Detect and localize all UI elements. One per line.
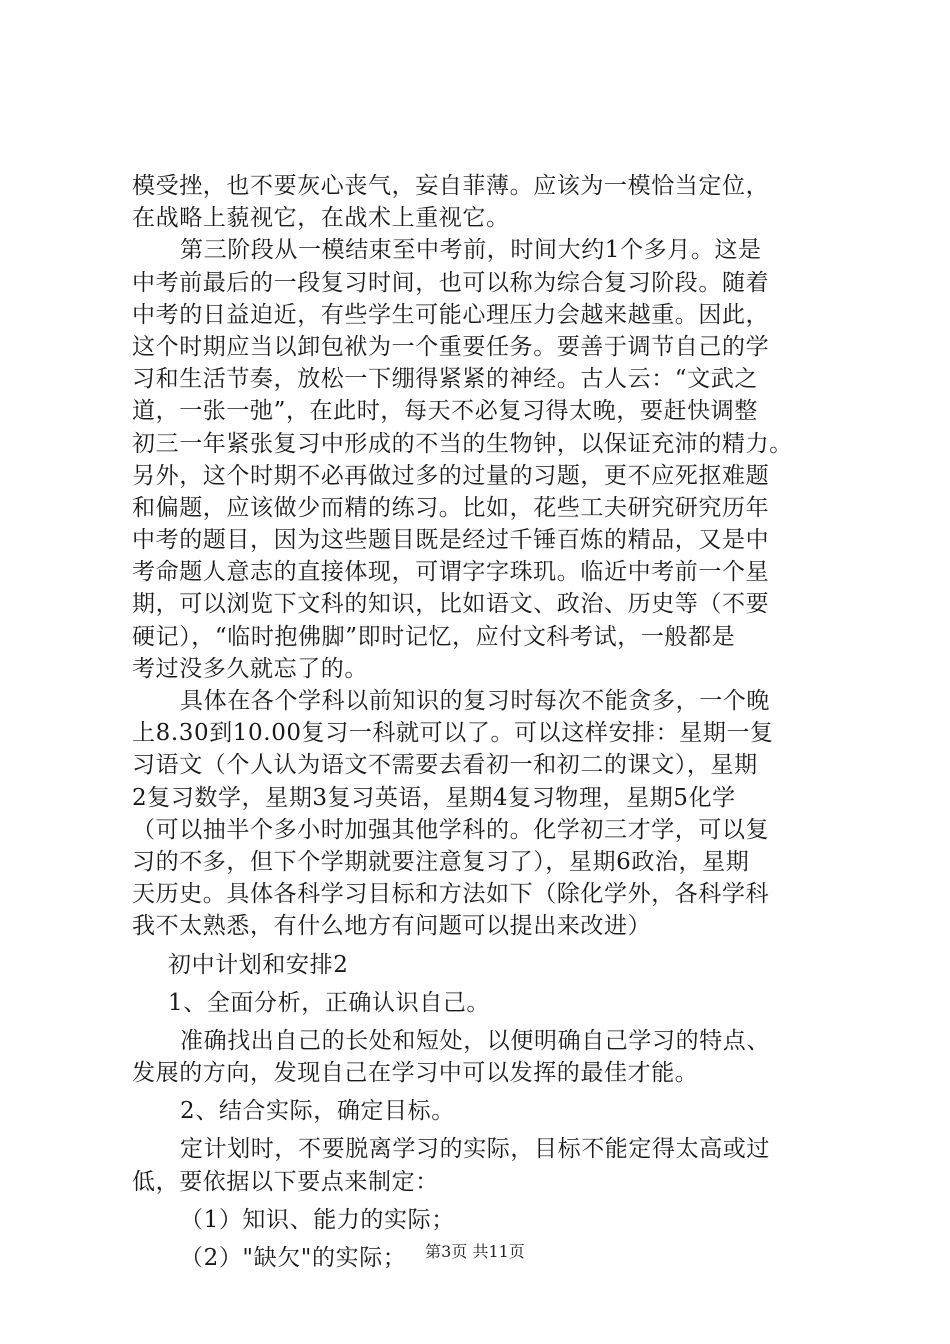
paragraph-start-line: 准确找出自己的长处和短处，以便明确自己学习的特点、	[180, 1027, 770, 1054]
text-line: 模受挫，也不要灰心丧气，妄自菲薄。应该为一模恰当定位，	[132, 173, 770, 199]
numbered-heading: 1、全面分析，正确认识自己。	[168, 989, 491, 1016]
page-number-label: 第3页 共11页	[425, 1242, 525, 1261]
text-line: （可以抽半个多小时加强其他学科的。化学初三才学，可以复	[132, 816, 770, 843]
text-line: 初三一年紧张复习中形成的不当的生物钟，以保证充沛的精力。	[132, 430, 793, 457]
page-footer	[0, 1242, 950, 1262]
section-heading: 初中计划和安排2	[168, 951, 349, 978]
text-line: 期，可以浏览下文科的知识，比如语文、政治、历史等（不要	[132, 591, 770, 618]
text-line: 考过没多久就忘了的。	[132, 655, 368, 682]
text-line: 上8.30到10.00复习一科就可以了。可以这样安排：星期一复	[132, 720, 774, 747]
numbered-heading: 2、结合实际，确定目标。	[180, 1098, 455, 1125]
text-line: 中考前最后的一段复习时间，也可以称为综合复习阶段。随着	[132, 269, 770, 296]
document-body	[132, 170, 840, 1274]
text-line: 另外，这个时期不必再做过多的过量的习题，更不应死抠难题	[132, 462, 770, 489]
paragraph-start-line: 定计划时，不要脱离学习的实际，目标不能定得太高或过	[180, 1136, 770, 1163]
text-line: 考命题人意志的直接体现，可谓字字珠玑。临近中考前一个星	[132, 559, 770, 586]
text-line: 低，要依据以下要点来制定：	[132, 1168, 439, 1195]
text-line: 在战略上藐视它，在战术上重视它。	[132, 205, 510, 232]
text-line: 中考的题目，因为这些题目既是经过千锤百炼的精品，又是中	[132, 527, 770, 554]
text-line: 道，一张一弛”，在此时，每天不必复习得太晚，要赶快调整	[132, 398, 758, 425]
text-line: 和偏题，应该做少而精的练习。比如，花些工夫研究研究历年	[132, 494, 770, 521]
text-line: 天历史。具体各科学习目标和方法如下（除化学外，各科学科	[132, 881, 770, 908]
text-line: 硬记），“临时抱佛脚”即时记忆，应付文科考试，一般都是	[132, 623, 736, 650]
list-item: （1）知识、能力的实际；	[180, 1206, 455, 1233]
text-line: 这个时期应当以卸包袱为一个重要任务。要善于调节自己的学	[132, 333, 770, 360]
text-line: 习的不多，但下个学期就要注意复习了），星期6政治，星期	[132, 848, 750, 875]
list-item: （2）"缺欠"的实际；	[180, 1245, 407, 1271]
text-line: 习语文（个人认为语文不需要去看初一和初二的课文），星期	[132, 752, 758, 779]
text-line: 中考的日益迫近，有些学生可能心理压力会越来越重。因此，	[132, 301, 770, 328]
paragraph-start-line: 第三阶段从一模结束至中考前，时间大约1个多月。这是	[180, 237, 762, 264]
text-line: 我不太熟悉，有什么地方有问题可以提出来改进）	[132, 913, 652, 940]
text-line: 2复习数学，星期3复习英语，星期4复习物理，星期5化学	[132, 784, 736, 811]
paragraph-start-line: 具体在各个学科以前知识的复习时每次不能贪多，一个晚	[180, 688, 770, 714]
text-line: 习和生活节奏，放松一下绷得紧紧的神经。古人云：“文武之	[132, 366, 758, 393]
text-line: 发展的方向，发现自己在学习中可以发挥的最佳才能。	[132, 1060, 699, 1087]
